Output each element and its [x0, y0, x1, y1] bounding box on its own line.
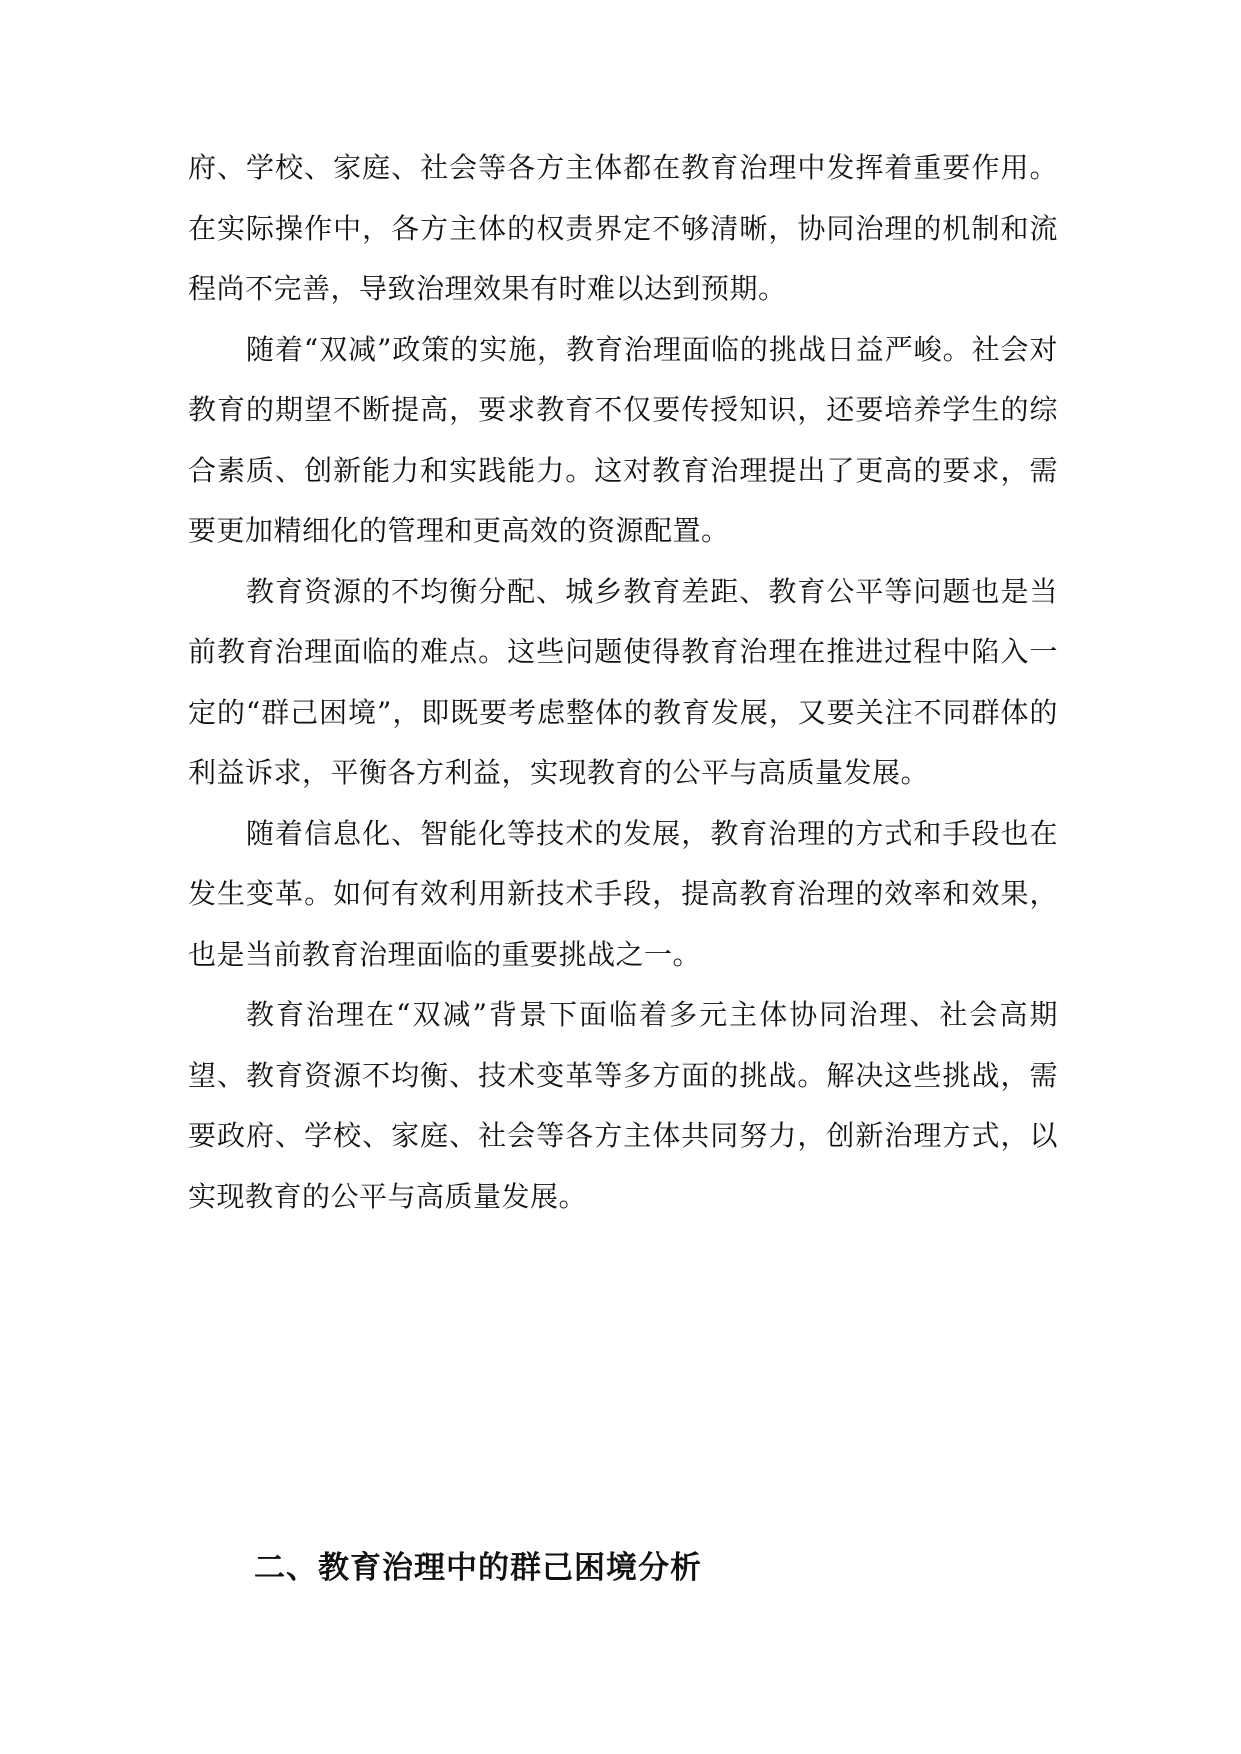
paragraph-double-reduction-challenges: 随着“双减”政策的实施，教育治理面临的挑战日益严峻。社会对教育的期望不断提高，要求教育不仅要传授知识，还要培养学生的综合素质、创新能力和实践能力。这对教育治理提出了更高的要求，需要更加精细化的管理和更高效的资源配置。: [188, 332, 1058, 547]
paragraph-technology-change: 随着信息化、智能化等技术的发展，教育治理的方式和手段也在发生变革。如何有效利用新技术手段，提高教育治理的效率和效果，也是当前教育治理面临的重要挑战之一。: [188, 816, 1058, 971]
body-text: [188, 138, 1058, 1227]
paragraph-resource-imbalance: 教育资源的不均衡分配、城乡教育差距、教育公平等问题也是当前教育治理面临的难点。这些问题使得教育治理在推进过程中陷入一定的“群己困境”，即既要考虑整体的教育发展，又要关注不同群体的利益诉求，平衡各方利益，实现教育的公平与高质量发展。: [188, 574, 1058, 789]
paragraph-summary: 教育治理在“双减”背景下面临着多元主体协同治理、社会高期望、教育资源不均衡、技术变革等多方面的挑战。解决这些挑战，需要政府、学校、家庭、社会等各方主体共同努力，创新治理方式，以实现教育的公平与高质量发展。: [188, 998, 1058, 1213]
section-heading: 二、教育治理中的群己困境分析: [254, 1550, 702, 1586]
paragraph-continued: 府、学校、家庭、社会等各方主体都在教育治理中发挥着重要作用。在实际操作中，各方主体的权责界定不够清晰，协同治理的机制和流程尚不完善，导致治理效果有时难以达到预期。: [188, 151, 1058, 305]
